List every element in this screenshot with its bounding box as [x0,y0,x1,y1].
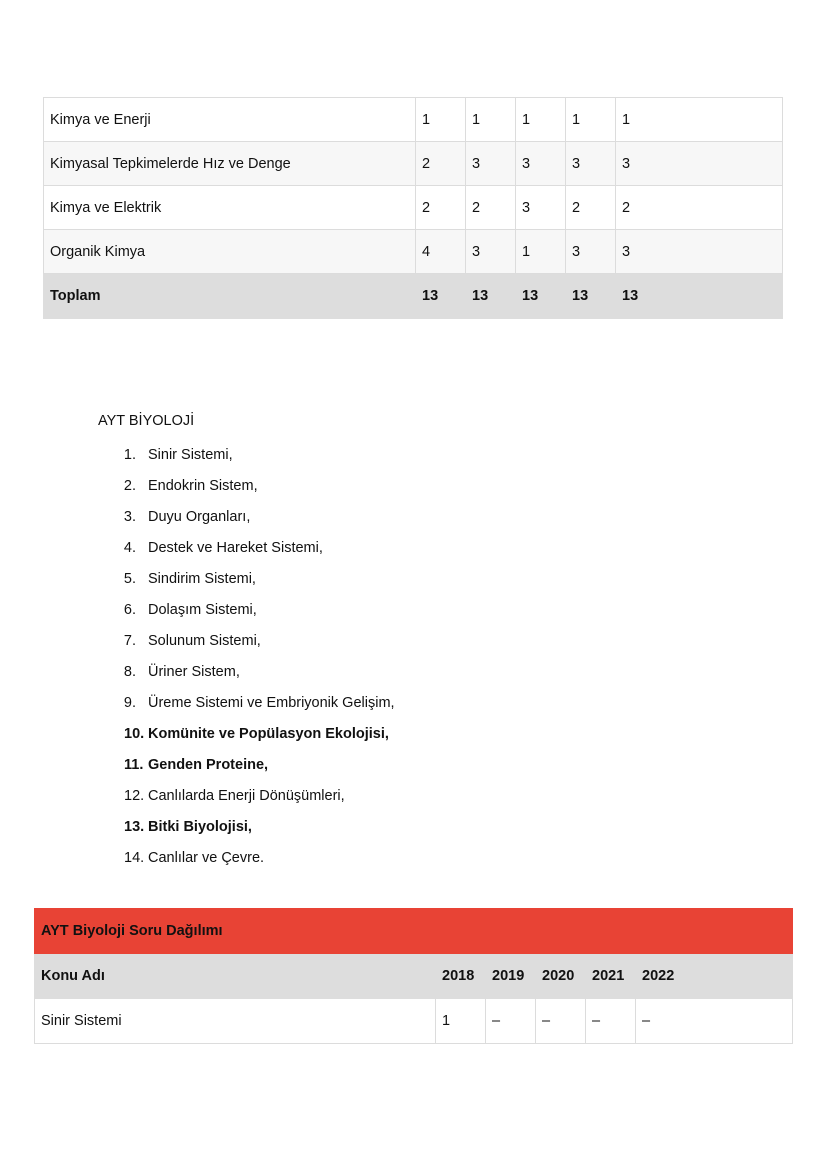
total-value: 13 [416,274,466,319]
column-header-year: 2018 [436,954,486,999]
value-cell: 1 [466,98,516,142]
value-cell: – [536,999,586,1044]
value-cell: 3 [466,230,516,274]
item-text: Sinir Sistemi, [148,447,233,463]
item-text: Solunum Sistemi, [148,633,261,649]
table-row [44,230,783,274]
total-label: Toplam [44,274,416,319]
value-cell: 2 [416,142,466,186]
item-number: 13. [124,819,145,835]
value-cell: – [486,999,536,1044]
value-cell: 2 [466,186,516,230]
item-text: Üreme Sistemi ve Embriyonik Gelişim, [148,695,395,711]
column-header-topic: Konu Adı [35,954,436,999]
item-text: Üriner Sistem, [148,664,240,680]
item-number: 12. [124,788,145,804]
value-cell: 3 [616,230,783,274]
section-heading: AYT BİYOLOJİ [98,413,195,429]
table-title-row [35,909,793,954]
item-number: 8. [123,664,136,680]
table-row [44,186,783,230]
item-text: Canlılar ve Çevre. [148,850,265,866]
item-number: 1. [123,447,136,463]
item-text: Endokrin Sistem, [148,478,258,494]
item-text: Dolaşım Sistemi, [148,602,257,618]
item-number: 3. [123,509,136,525]
item-number: 10. [124,726,145,742]
value-cell: 1 [516,230,566,274]
value-cell: 3 [516,142,566,186]
value-cell: 1 [616,98,783,142]
value-cell: 2 [616,186,783,230]
topic-cell: Sinir Sistemi [35,999,436,1044]
item-number: 4. [123,540,136,556]
biology-distribution-table [34,908,793,1044]
value-cell: – [636,999,793,1044]
value-cell: 3 [616,142,783,186]
value-cell: 1 [436,999,486,1044]
total-row [44,274,783,319]
item-text: Canlılarda Enerji Dönüşümleri, [148,788,345,804]
topic-cell: Organik Kimya [44,230,416,274]
item-text: Bitki Biyolojisi, [148,819,252,835]
item-number: 7. [123,633,136,649]
topic-cell: Kimya ve Elektrik [44,186,416,230]
item-number: 14. [124,850,145,866]
value-cell: 2 [566,186,616,230]
item-number: 6. [123,602,136,618]
table-row [35,999,793,1044]
total-value: 13 [516,274,566,319]
value-cell: 3 [516,186,566,230]
item-text: Genden Proteine, [148,757,269,773]
chemistry-distribution-table [43,97,783,319]
table-title: AYT Biyoloji Soru Dağılımı [35,909,793,954]
value-cell: 1 [516,98,566,142]
total-value: 13 [466,274,516,319]
item-text: Duyu Organları, [148,509,251,525]
value-cell: 3 [566,142,616,186]
value-cell: 1 [566,98,616,142]
value-cell: 3 [466,142,516,186]
total-value: 13 [566,274,616,319]
column-header-year: 2020 [536,954,586,999]
table-row [44,142,783,186]
value-cell: 3 [566,230,616,274]
item-text: Komünite ve Popülasyon Ekolojisi, [148,726,389,742]
table-row [44,98,783,142]
column-header-year: 2022 [636,954,793,999]
column-header-year: 2019 [486,954,536,999]
value-cell: 1 [416,98,466,142]
value-cell: – [586,999,636,1044]
value-cell: 4 [416,230,466,274]
table-header-row [35,954,793,999]
item-text: Destek ve Hareket Sistemi, [148,540,323,556]
item-number: 2. [123,478,136,494]
value-cell: 2 [416,186,466,230]
item-number: 9. [123,695,136,711]
total-value: 13 [616,274,783,319]
topic-cell: Kimya ve Enerji [44,98,416,142]
item-text: Sindirim Sistemi, [148,571,256,587]
topic-cell: Kimyasal Tepkimelerde Hız ve Denge [44,142,416,186]
column-header-year: 2021 [586,954,636,999]
item-number: 5. [123,571,136,587]
item-number: 11. [124,757,144,773]
